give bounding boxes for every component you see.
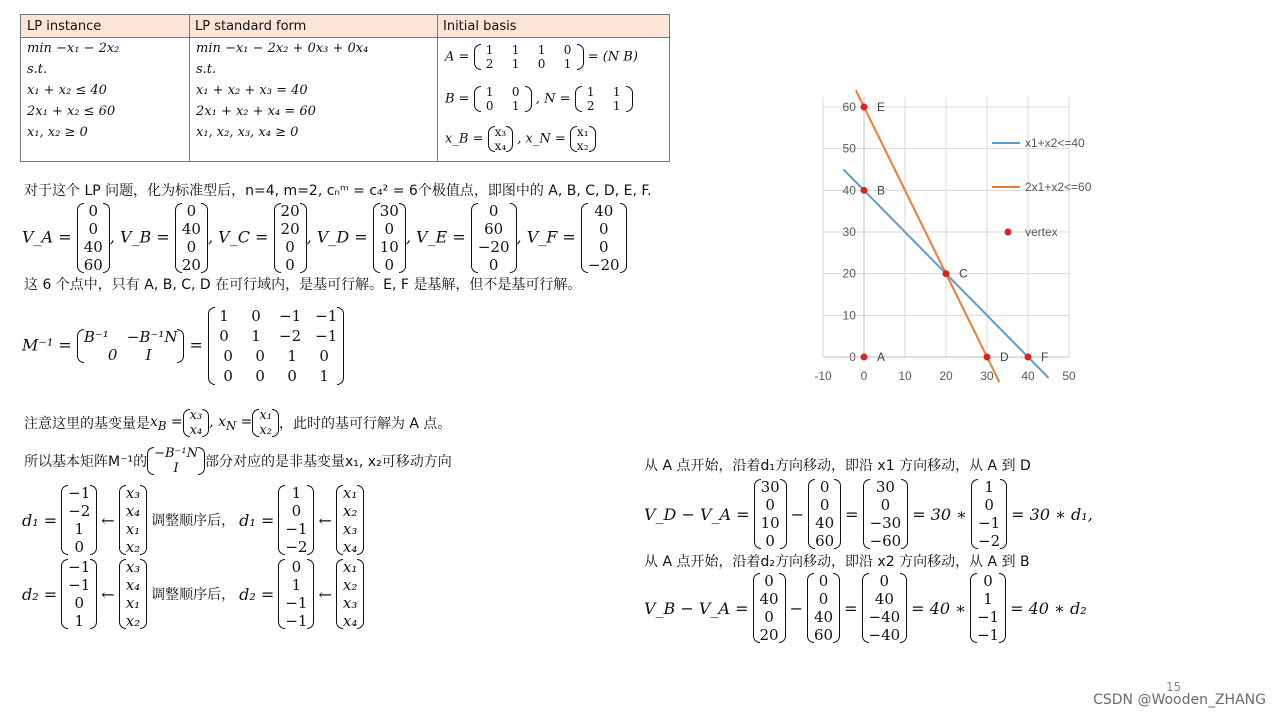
legend-label: vertex [1025, 225, 1058, 239]
vertex-label-D: D [1000, 350, 1009, 364]
table-header-standard: LP standard form [189, 15, 437, 38]
d2-equation: d₂ = −1 −1 0 1 ← x₃ x₄ x₁ x₂ 调整顺序后， d₂ = 0 1 −1 −1 ← x₁ x₂ x₃ x₄ [22, 558, 364, 630]
vertex-point-A [861, 354, 868, 361]
instance-line: 2x₁ + x₂ ≤ 60 [27, 104, 116, 119]
table-header-instance: LP instance [21, 15, 189, 38]
standard-line: x₁, x₂, x₃, x₄ ≥ 0 [196, 125, 299, 140]
text-line-move-d2: 从 A 点开始，沿着d₂方向移动，即沿 x2 方向移动，从 A 到 B [644, 554, 1030, 570]
vb-va-equation: V_B − V_A = 0 40 0 20 − 0 0 40 60 = 0 40 −40 −40 = 40 ∗ 0 1 −1 −1 = 40 ∗ d₂ [644, 572, 1087, 644]
vd-va-equation: V_D − V_A = 30 0 10 0 − 0 0 40 60 = 30 0 −30 −60 = 30 ∗ 1 0 −1 −2 = 30 ∗ d₁, [644, 478, 1093, 550]
instance-line: min −x₁ − 2x₂ [27, 41, 120, 56]
x-tick-label: 20 [939, 369, 953, 383]
standard-line: x₁ + x₂ + x₃ = 40 [196, 83, 308, 98]
table-header-basis: Initial basis [437, 15, 669, 38]
y-tick-label: 60 [842, 100, 856, 114]
legend-label: x1+x2<=40 [1025, 136, 1085, 150]
y-tick-label: 0 [849, 350, 856, 364]
legend-label: 2x1+x2<=60 [1025, 180, 1092, 194]
vertex-point-B [861, 187, 868, 194]
vertex-label-B: B [877, 183, 886, 198]
y-tick-label: 50 [842, 141, 856, 156]
lp-table [20, 14, 670, 162]
x-tick-label: 10 [898, 369, 912, 383]
series-line-2 [856, 90, 1000, 382]
x-tick-label: 0 [860, 369, 868, 383]
y-tick-label: 10 [842, 308, 856, 323]
basis-B-N: B = 1 0 0 1 , N = 1 1 2 1 [445, 85, 633, 113]
d1-equation: d₁ = −1 −2 1 0 ← x₃ x₄ x₁ x₂ 调整顺序后， d₁ = 1 0 −1 −2 ← x₁ x₂ x₃ x₄ [22, 484, 364, 556]
page-number: 15 [1166, 680, 1182, 694]
x-tick-label: 50 [1062, 369, 1076, 383]
instance-line: x₁ + x₂ ≤ 40 [27, 83, 107, 98]
vertex-point-E [861, 104, 868, 111]
legend-swatch [1005, 229, 1012, 236]
m-inverse-equation: M⁻¹ = B⁻¹ −B⁻¹N 0 I = 1 0 −1 −1 0 1 −2 −1 0 0 1 0 0 0 0 1 [22, 306, 344, 386]
basis-A: A = 1 1 1 0 2 1 0 1 = (N B) [445, 43, 638, 71]
text-line-basic-vars: 注意这里的基变量是 $x_B$ = x₃ x₄ , $x_N$ = x₁ x₂ ，此时的基可行解为 A 点。 [24, 408, 452, 438]
vertex-vectors: V_A = 0 0 40 60 , V_B = 0 40 0 20 , V_C = 20 20 0 0 , V_D = 30 0 10 0 , V_E = 0 60 −20 0 , V_F = 40 0 0 −20 [22, 202, 627, 274]
standard-line: s.t. [196, 62, 217, 77]
vertex-point-D [984, 354, 991, 361]
vertex-point-C [943, 270, 950, 277]
y-tick-label: 30 [842, 225, 856, 239]
text-line-move-d1: 从 A 点开始，沿着d₁方向移动，即沿 x1 方向移动，从 A 到 D [644, 458, 1031, 474]
instance-line: s.t. [27, 62, 48, 77]
instance-line: x₁, x₂ ≥ 0 [27, 125, 88, 140]
vertex-label-C: C [959, 266, 968, 281]
watermark: CSDN @Wooden_ZHANG [1093, 692, 1266, 708]
text-line-basic-matrix: 所以基本矩阵M⁻¹的 −B⁻¹N I 部分对应的是非基变量x₁, x₂可移动方向 [24, 446, 452, 476]
text-line-extreme-points: 对于这个 LP 问题，化为标准型后，n=4, m=2, cₙᵐ = c₄² = 6个极值点，即图中的 A, B, C, D, E, F. [24, 183, 652, 199]
standard-line: min −x₁ − 2x₂ + 0x₃ + 0x₄ [196, 41, 369, 56]
vertex-label-F: F [1041, 350, 1049, 364]
x-tick-label: 30 [980, 369, 994, 383]
vertex-label-E: E [877, 100, 886, 114]
feasible-region-chart [805, 82, 1115, 392]
standard-line: 2x₁ + x₂ + x₄ = 60 [196, 104, 316, 119]
vertex-label-A: A [877, 350, 886, 364]
y-tick-label: 40 [842, 183, 856, 198]
text-line-feasible: 这 6 个点中，只有 A, B, C, D 在可行域内，是基可行解。E, F 是基解，但不是基可行解。 [24, 277, 582, 293]
basis-xB-xN: x_B = x₃ x₄ , x_N = x₁ x₂ [445, 125, 596, 153]
x-tick-label: -10 [814, 369, 832, 383]
y-tick-label: 20 [842, 266, 856, 281]
x-tick-label: 40 [1021, 369, 1035, 383]
vertex-point-F [1025, 354, 1032, 361]
